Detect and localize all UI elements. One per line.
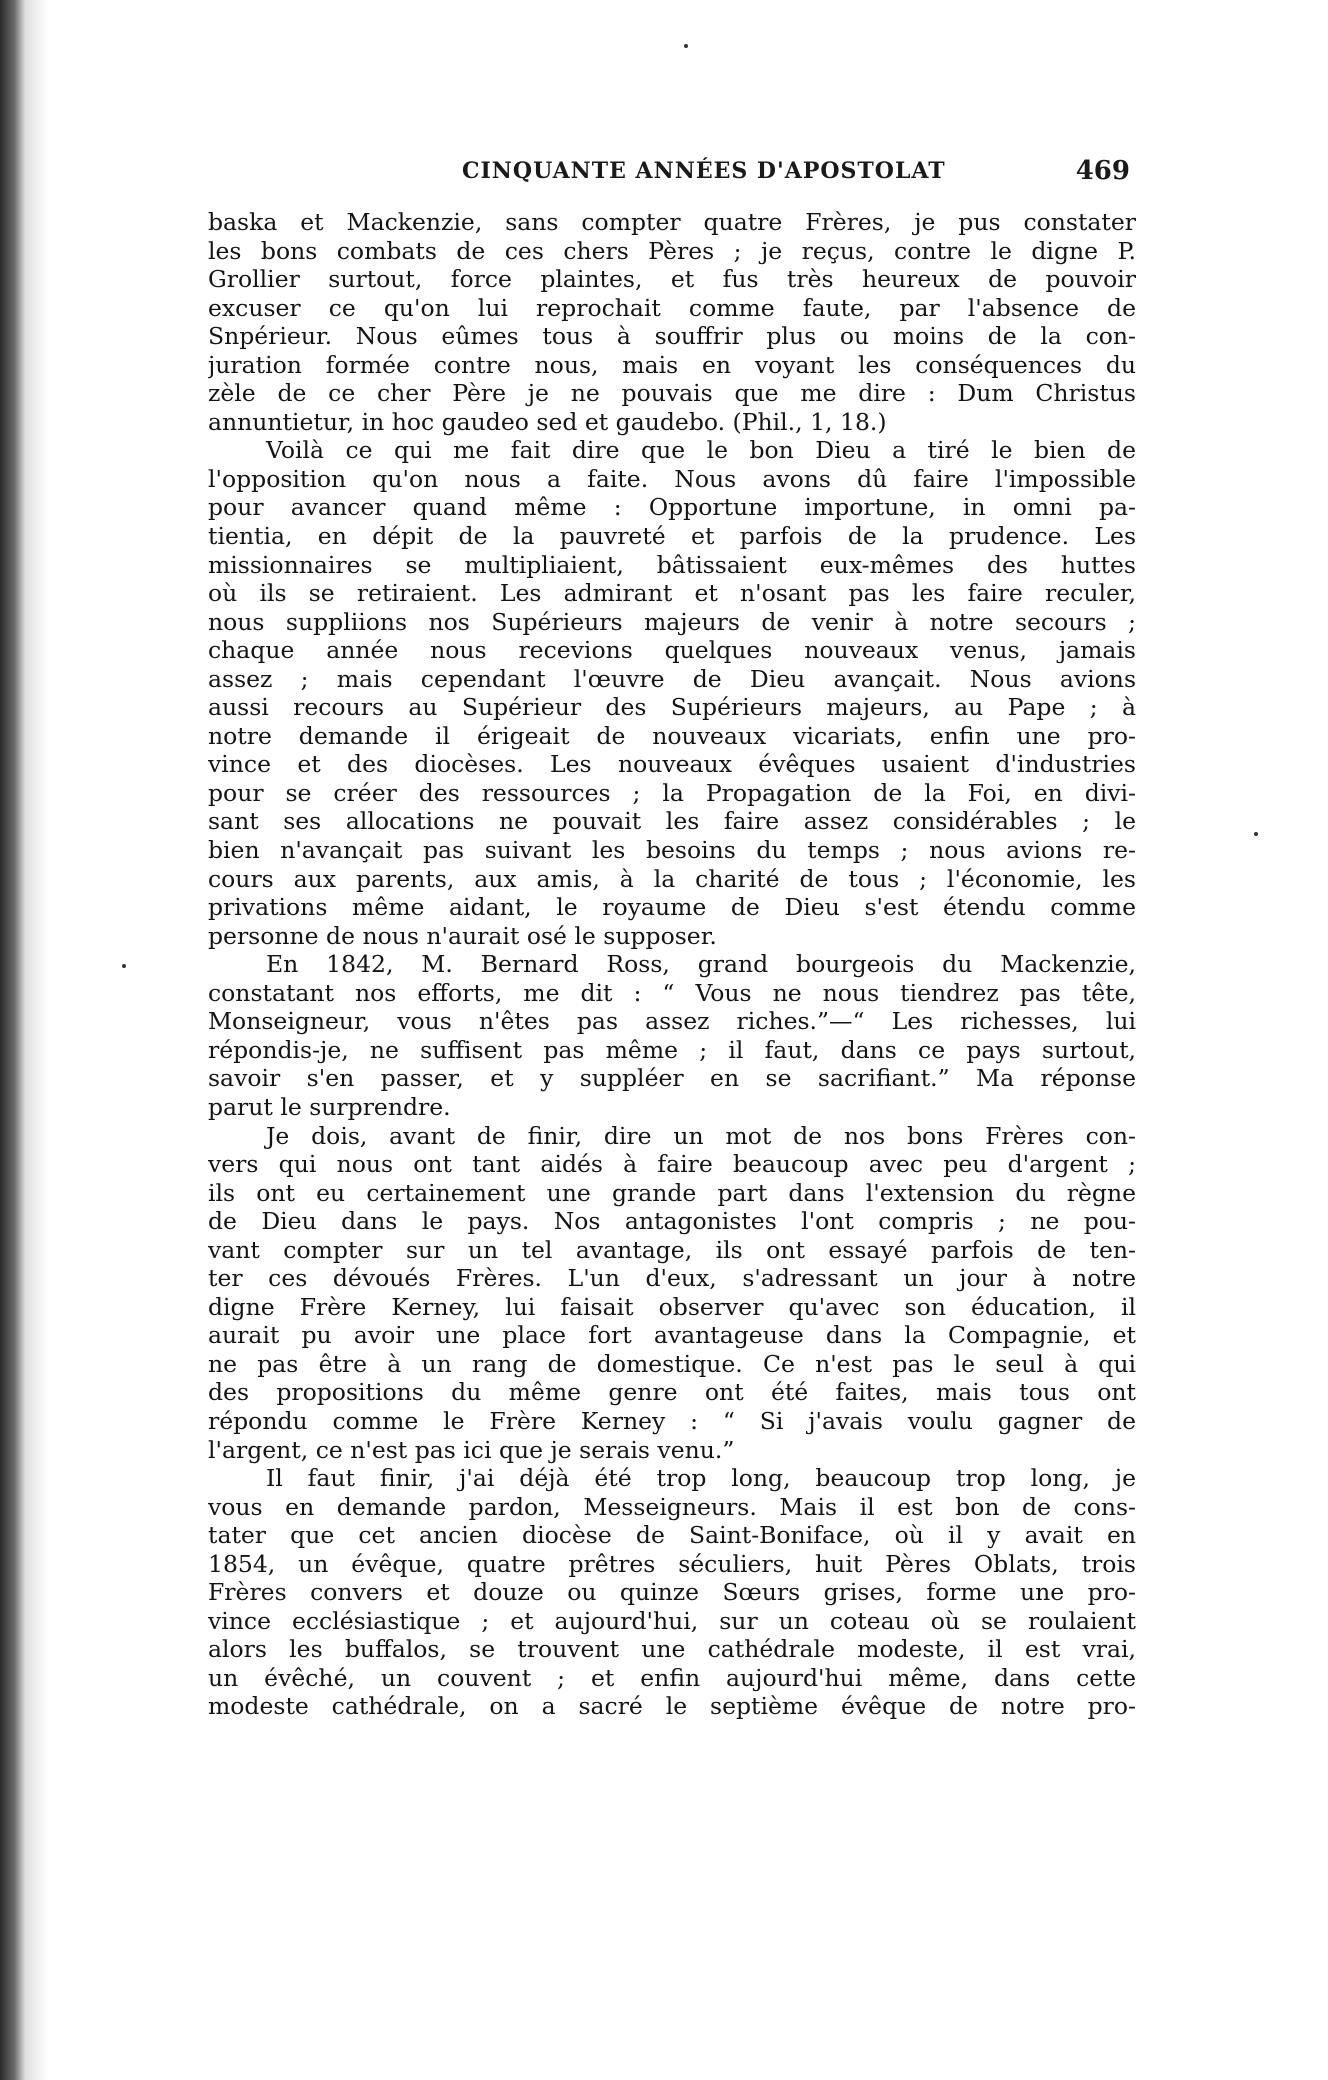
text-line: ter ces dévoués Frères. L'un d'eux, s'adressant un jour à notre [208,1264,1136,1293]
page-number: 469 [1075,156,1130,186]
text-line: baska et Mackenzie, sans compter quatre Frères, je pus constater [208,208,1136,236]
scan-speck [122,964,126,968]
text-line: Monseigneur, vous n'êtes pas assez riches.”—“ Les richesses, lui [208,1007,1136,1036]
text-line: l'opposition qu'on nous a faite. Nous avons dû faire l'impossible [208,464,1136,493]
text-line: les bons combats de ces chers Pères ; je reçus, contre le digne P. [208,236,1136,265]
text-line: cours aux parents, aux amis, à la charité de tous ; l'économie, les [208,864,1136,893]
text-line: pour se créer des ressources ; la Propagation de la Foi, en divi- [208,778,1136,807]
running-header [210,156,1130,196]
text-line: vince et des diocèses. Les nouveaux évêques usaient d'industries [208,750,1136,779]
text-line: notre demande il érigeait de nouveaux vicariats, enfin une pro- [208,721,1136,750]
text-line: répondis-je, ne suffisent pas même ; il faut, dans ce pays surtout, [208,1035,1136,1064]
text-line: Il faut finir, j'ai déjà été trop long, beaucoup trop long, je [266,1464,1136,1493]
text-line: aussi recours au Supérieur des Supérieurs majeurs, au Pape ; à [208,693,1136,722]
text-line: vant compter sur un tel avantage, ils ont essayé parfois de ten- [208,1235,1136,1264]
text-line: ne pas être à un rang de domestique. Ce n'est pas le seul à qui [208,1349,1136,1378]
text-line: vous en demande pardon, Messeigneurs. Mais il est bon de cons- [208,1492,1136,1521]
running-title: CINQUANTE ANNÉES D'APOSTOLAT [462,158,946,184]
text-line: bien n'avançait pas suivant les besoins du temps ; nous avions re- [208,836,1136,865]
text-line: chaque année nous recevions quelques nouveaux venus, jamais [208,636,1136,665]
text-line: Frères convers et douze ou quinze Sœurs grises, forme une pro- [208,1578,1136,1607]
text-line: aurait pu avoir une place fort avantageuse dans la Compagnie, et [208,1321,1136,1350]
text-line: des propositions du même genre ont été faites, mais tous ont [208,1378,1136,1407]
text-line: juration formée contre nous, mais en voyant les conséquences du [208,350,1136,379]
text-line: ils ont eu certainement une grande part dans l'extension du règne [208,1178,1136,1207]
text-line: personne de nous n'aurait osé le supposer. [208,921,717,950]
text-line: 1854, un évêque, quatre prêtres séculiers, huit Pères Oblats, trois [208,1549,1136,1578]
text-line: assez ; mais cependant l'œuvre de Dieu avançait. Nous avions [208,664,1136,693]
text-line: vers qui nous ont tant aidés à faire beaucoup avec peu d'argent ; [208,1150,1136,1179]
page-gutter-shadow [26,0,48,2080]
text-line: parut le surprendre. [208,1092,451,1121]
text-line: digne Frère Kerney, lui faisait observer qu'avec son éducation, il [208,1292,1136,1321]
text-line: excuser ce qu'on lui reprochait comme faute, par l'absence de [208,293,1136,322]
text-line: modeste cathédrale, on a sacré le septième évêque de notre pro- [208,1692,1136,1721]
text-line: Je dois, avant de finir, dire un mot de nos bons Frères con- [266,1121,1136,1150]
text-line: constatant nos efforts, me dit : “ Vous ne nous tiendrez pas tête, [208,978,1136,1007]
text-line: Grollier surtout, force plaintes, et fus très heureux de pouvoir [208,265,1136,294]
text-line: de Dieu dans le pays. Nos antagonistes l'ont compris ; ne pou- [208,1207,1136,1236]
text-line: privations même aidant, le royaume de Dieu s'est étendu comme [208,893,1136,922]
text-line: savoir s'en passer, et y suppléer en se sacrifiant.” Ma réponse [208,1064,1136,1093]
scan-speck [684,44,688,48]
text-line: pour avancer quand même : Opportune importune, in omni pa- [208,493,1136,522]
text-line: zèle de ce cher Père je ne pouvais que me dire : Dum Christus [208,379,1136,408]
text-line: tater que cet ancien diocèse de Saint-Boniface, où il y avait en [208,1521,1136,1550]
text-line: annuntietur, in hoc gaudeo sed et gaudebo. (Phil., 1, 18.) [208,407,887,436]
text-line: tientia, en dépit de la pauvreté et parfois de la prudence. Les [208,522,1136,551]
page-binding-edge [0,0,26,2080]
text-line: un évêché, un couvent ; et enfin aujourd'hui même, dans cette [208,1663,1136,1692]
body-text [208,208,1136,1721]
text-line: l'argent, ce n'est pas ici que je serais venu.” [208,1435,735,1464]
text-line: répondu comme le Frère Kerney : “ Si j'avais voulu gagner de [208,1406,1136,1435]
text-line: sant ses allocations ne pouvait les faire assez considérables ; le [208,807,1136,836]
text-line: Voilà ce qui me fait dire que le bon Dieu a tiré le bien de [266,436,1136,465]
text-line: Snpérieur. Nous eûmes tous à souffrir plus ou moins de la con- [208,322,1136,351]
scan-speck [1254,832,1258,836]
text-line: où ils se retiraient. Les admirant et n'osant pas les faire reculer, [208,579,1136,608]
text-line: En 1842, M. Bernard Ross, grand bourgeois du Mackenzie, [266,950,1136,979]
text-line: alors les buffalos, se trouvent une cathédrale modeste, il est vrai, [208,1635,1136,1664]
text-line: missionnaires se multipliaient, bâtissaient eux-mêmes des huttes [208,550,1136,579]
text-line: nous suppliions nos Supérieurs majeurs de venir à notre secours ; [208,607,1136,636]
text-line: vince ecclésiastique ; et aujourd'hui, sur un coteau où se roulaient [208,1606,1136,1635]
